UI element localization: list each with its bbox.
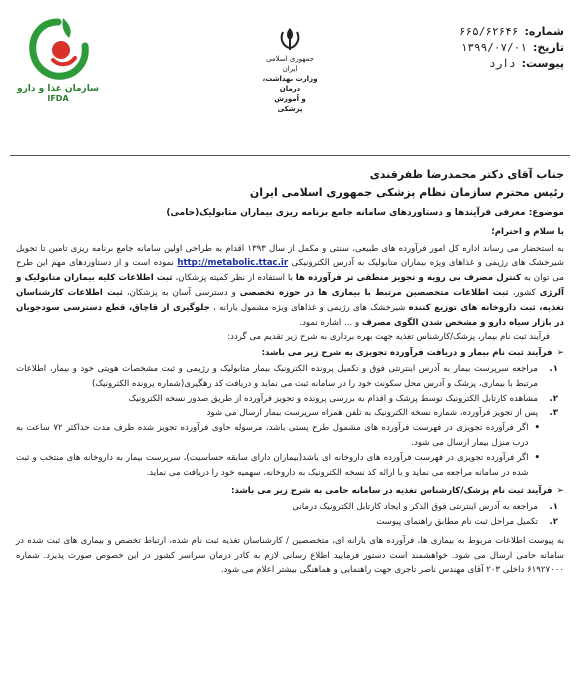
- header-divider: [10, 155, 570, 156]
- bullet-item: [16, 451, 564, 481]
- item-number: ۳.: [549, 408, 558, 419]
- ifda-logo: [16, 14, 100, 104]
- item-text: مشاهده کارتابل الکترونیک توسط پزشک و اقدام به بررسی پرونده و تجویز فرآورده از طریق صدور نسخه الکترونیک: [128, 393, 538, 404]
- ministry-line-3: و آموزش پزشکی: [274, 95, 306, 113]
- bullet-icon: •: [534, 423, 540, 434]
- intro-bold-1: کنترل مصرف بی رویه و تجویز منطقی تر فرآورده ها: [295, 273, 522, 284]
- ifda-logo-icon: [23, 14, 93, 84]
- item-number: ۱.: [549, 363, 558, 374]
- intro-bold-5: جلوگیری از قاچاق، قطع دسترسی سودجویان در بازار سیاه دارو و مشخص شدن الگوی مصرف: [16, 302, 564, 328]
- intro-text-2: نموده است و از دستاوردهای مهم این طرح می توان به: [16, 258, 565, 284]
- logo-abbr: IFDA: [47, 94, 69, 103]
- closing-paragraph: به پیوست اطلاعات مربوط به بیماری ها، فرآورده های یارانه ای، متخصصین / کارشناسان تغذیه ثبت نام شده، ارتباط تخصص و بیماری های ثبت شده در سامانه حامی ارسال می شود. خواهشمند است دستور فرمایید اطلاع رسانی لازم به کادر درمان سراسر کشور در این خصوص صورت پذیرد. شماره ۶۱۹۲۷۰۰۰ داخلی ۲۰۳ آقای مهندس ناصر تاجری جهت راهنمایی و هماهنگی بیشتر اعلام می شود.: [16, 535, 564, 576]
- bullet-item: [16, 421, 564, 451]
- intro-text-1: به استحضار می رساند اداره کل امور فرآورده های طبیعی، سنتی و مکمل از سال ۱۳۹۳ اقدام به طراحی اولین سامانه جامع برنامه ریزی تامین تا تحویل شیرخشک های رژیمی و غذاهای ویژه بیماران متابولیک به آدرس الکترونیکی: [16, 243, 564, 269]
- item-text: پس از تجویز فرآورده، شماره نسخه الکترونیک به تلفن همراه سرپرست بیمار ارسال می شود: [206, 408, 538, 419]
- intro-bold-4: ثبت اطلاعات کارشناسان تغذیه، ثبت داروخانه های توزیع کننده: [16, 287, 565, 313]
- bullet-icon: •: [534, 452, 540, 463]
- item-number: ۲.: [549, 393, 558, 404]
- ministry-line-1: جمهوری اسلامی ایران: [266, 55, 314, 73]
- ministry-line-2: وزارت بهداشت، درمان: [262, 75, 318, 93]
- arrow-icon: ➢: [556, 348, 564, 359]
- letter-subject: موضوع: معرفی فرآیندها و دستاوردهای سامانه جامع برنامه ریزی بیماران متابولیک(حامی): [166, 208, 564, 218]
- letter-attachment-row: [414, 56, 564, 72]
- recipient-name: جناب آقای دکتر محمدرضا ظفرقندی: [369, 168, 564, 181]
- intro-text-3: با استفاده از نظر کمیته پزشکان،: [172, 273, 296, 284]
- item-number: ۲.: [549, 516, 558, 527]
- recipient-title: رئیس محترم سازمان نظام پزشکی جمهوری اسلامی ایران: [249, 186, 564, 199]
- section1-heading: [16, 346, 564, 361]
- intro-paragraph: [16, 242, 564, 331]
- item-text: تکمیل مراحل ثبت نام مطابق راهنمای پیوست: [376, 516, 538, 527]
- list-item: [16, 406, 564, 421]
- intro-text-7: و ... اشاره نمود.: [299, 317, 362, 328]
- list-item: [16, 515, 564, 530]
- section1-title: فرآیند ثبت نام بیمار و دریافت فرآورده تجویزی به شرح زیر می باشد:: [261, 348, 553, 359]
- section2-heading: [16, 484, 564, 499]
- intro-bold-3: ثبت اطلاعات متخصصین مرتبط با بیماری ها در حوزه تخصصی: [239, 287, 509, 298]
- bullet-text: اگر فرآورده تجویزی در فهرست فرآورده های مشمول طرح پستی باشد، مرسوله حاوی فرآورده تجویز شده ظرف مدت حداکثر ۷۲ ساعت به درب منزل بیمار ارسال می شود.: [16, 423, 529, 448]
- attachment-value: دارد: [489, 57, 516, 70]
- metabolic-url-link[interactable]: http://metabolic.ttac.ir: [177, 258, 289, 269]
- letter-date-row: [414, 40, 564, 56]
- bullet-text: اگر فرآورده تجویزی در فهرست فرآورده های داروخانه ای باشد(بیماران دارای سابقه حساسیت)، سرپرست بیمار به داروخانه های منتخب و ثبت شده در سامانه مراجعه می نماید و با ارائه کد نسخه الکترونیک به داروخانه، سهمیه خود را دریافت می نماید.: [16, 452, 529, 478]
- list-item: [16, 362, 564, 392]
- number-label: شماره:: [524, 25, 564, 38]
- arrow-icon: ➢: [556, 486, 564, 497]
- intro-text-4: کشور،: [508, 287, 540, 298]
- letter-number-row: [414, 24, 564, 40]
- ministry-emblem: [262, 26, 318, 114]
- letter-body: [16, 166, 564, 578]
- intro-text-6: شیرخشک های رژیمی و غذاهای ویژه مشمول یارانه ،: [209, 302, 409, 313]
- logo-caption: سازمان غذا و دارو: [17, 84, 99, 94]
- item-text: مراجعه به آدرس اینترنتی فوق الذکر و ایجاد کارتابل الکترونیک درمانی: [292, 502, 538, 513]
- item-text: مراجعه سرپرست بیمار به آدرس اینترنتی فوق و تکمیل پرونده الکترونیک بیمار متابولیک و رژیمی و ثبت مشخصات هویتی خود و بیمار، اطلاعات مرتبط با بیماری، پزشک و آدرس محل سکونت خود را در سامانه ثبت می نماید و دریافت کد رهگیری(شماره پرونده الکترونیک): [16, 363, 538, 389]
- list-item: [16, 500, 564, 515]
- item-number: ۱.: [549, 502, 558, 513]
- number-value: ۶۶۵/۶۲۶۴۶: [458, 25, 519, 38]
- iran-emblem-icon: [277, 26, 303, 52]
- intro-bold-2: ثبت اطلاعات کلیه بیماران متابولیک و آلرژی: [16, 273, 564, 298]
- intro-text-5: و دسترسی آسان به پزشکان،: [122, 287, 240, 298]
- greeting: با سلام و احترام؛: [491, 226, 564, 237]
- list-item: [16, 392, 564, 407]
- section2-title: فرآیند ثبت نام پزشک/کارشناس تغذیه در سامانه حامی به شرح زیر می باشد:: [230, 486, 553, 497]
- attachment-label: پیوست:: [521, 57, 564, 70]
- date-value: ۱۳۹۹/۰۷/۰۱: [460, 41, 527, 54]
- intro-process-line: فرآیند ثبت نام بیمار، پزشک/کارشناس تغذیه جهت بهره برداری به شرح زیر تقدیم می گردد:: [227, 332, 550, 343]
- letter-meta: [414, 24, 564, 72]
- date-label: تاریخ:: [532, 41, 564, 54]
